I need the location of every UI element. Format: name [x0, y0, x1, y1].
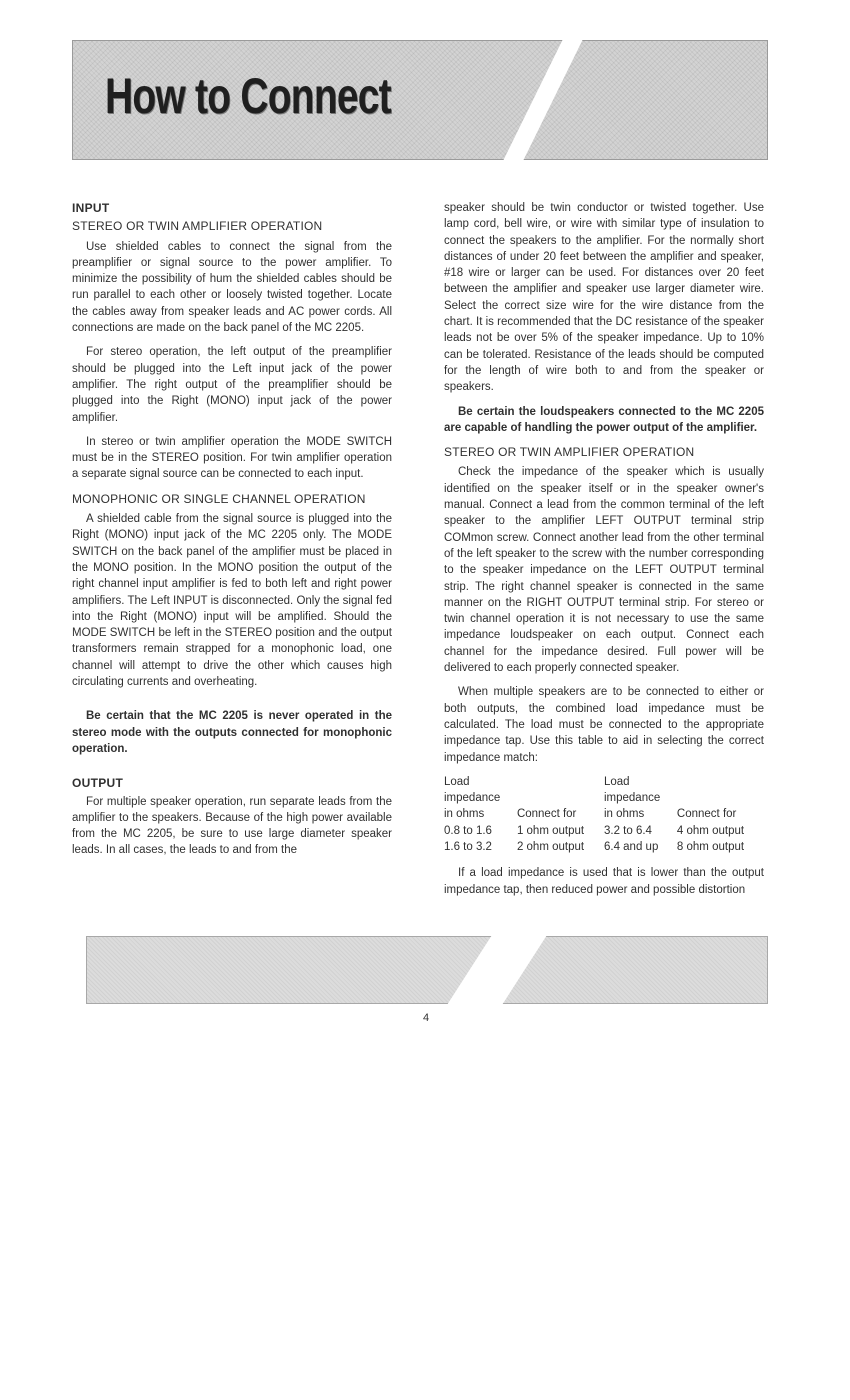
warning-loudspeakers: Be certain the loudspeakers connected to the MC 2205 are capable of handling the power output of the amplifier. [444, 405, 764, 434]
table-cell: 3.2 to 6.4 [603, 824, 652, 837]
mono-operation-subheading: MONOPHONIC OR SINGLE CHANNEL OPERATION [72, 491, 366, 506]
paragraph-stereo-operation: For stereo operation, the left output of the preamplifier should be plugged into the Left input jack of the power amplifier. The right output of the preamplifier should be plugged into the Right (MONO) input jack of the power amplifier. [72, 346, 392, 424]
table-cell: 8 ohm output [676, 840, 745, 853]
table-header-load-b-2: impedance [603, 792, 661, 805]
stereo-operation-subheading-2: STEREO OR TWIN AMPLIFIER OPERATION [444, 445, 695, 460]
footer-banner [86, 936, 768, 1004]
paragraph-lower-impedance: If a load impedance is used that is lower than the output impedance tap, then reduced power and possible distortion [444, 867, 764, 896]
table-cell: 4 ohm output [676, 824, 745, 837]
table-header-load-b-3: in ohms [603, 808, 645, 821]
banner-diagonal-stripe [503, 39, 583, 161]
paragraph-shielded-cables: Use shielded cables to connect the signal from the preamplifier or signal source to the power amplifier. To minimize the possibility of hum the shielded cables should be run parallel to each other or loosely twisted together. Locate the cables away from speaker leads and AC power cords. All connections are made on the back panel of the MC 2205. [72, 240, 392, 335]
right-column [444, 200, 764, 906]
table-cell: 6.4 and up [603, 840, 659, 853]
table-cell: 1.6 to 3.2 [444, 840, 492, 853]
paragraph-mode-switch: In stereo or twin amplifier operation the MODE SWITCH must be in the STEREO position. For twin amplifier operation a separate signal source can be connected to each input. [72, 435, 392, 481]
table-header-load-a-2: impedance [444, 792, 501, 805]
paragraph-impedance-check: Check the impedance of the speaker which is usually identified on the speaker itself or in the speaker owner's manual. Connect a lead from the common terminal of the left speaker to the amplifier LEFT OUTPUT terminal strip COMmon screw. Connect another lead from the other terminal of the left speaker to the screw with the number corresponding to the speaker impedance on the LEFT OUTPUT terminal strip. The right channel speaker is connected in the same manner on the RIGHT OUTPUT terminal strip. For stereo or twin channel operation it is not necessary to use the same impedance loudspeaker on each output. Connect each channel for the impedance desired. Full power will be delivered to each properly connected speaker. [444, 466, 764, 675]
impedance-table [444, 774, 764, 855]
input-heading: INPUT [72, 201, 110, 215]
page-title: How to Connect [105, 68, 391, 124]
table-row [444, 839, 764, 855]
paragraph-mono-operation: A shielded cable from the signal source is plugged into the Right (MONO) input jack of the MC 2205 only. The MODE SWITCH on the back panel of the amplifier must be placed in the MONO position. In the MONO position the output of the right channel input amplifier is fed to both left and right power amplifiers. The Left INPUT is disconnected. Only the signal fed into the Right (MONO) input will be amplified. Should the MODE SWITCH be left in the STEREO position and the output transformers remain strapped for a monophonic load, one channel will attempt to drive the other which causes high circulating currents and overheating. [72, 513, 392, 689]
table-header-connect-b: Connect for [676, 808, 737, 821]
paragraph-speaker-leads: For multiple speaker operation, run separate leads from the amplifier to the speakers. Because of the high power available from the MC 2205, be sure to use large diameter speaker leads. In all cases, the leads to and from the [72, 795, 392, 857]
warning-stereo-mode: Be certain that the MC 2205 is never operated in the stereo mode with the outputs connected for monophonic operation. [72, 710, 392, 755]
table-header-connect-a: Connect for [516, 808, 577, 821]
paragraph-wire-size: speaker should be twin conductor or twisted together. Use lamp cord, bell wire, or wire with similar type of insulation to connect the speakers to the amplifier. For the normally short distances of under 20 feet between the amplifier and speaker, #18 wire or larger can be used. For distances over 20 feet between the amplifier and speaker use larger diameter wire. Select the correct size wire for the wire distance from the chart. It is recommended that the DC resistance of the speaker leads not be over 5% of the speaker impedance. Up to 10% can be tolerated. Resistance of the leads should be computed for the length of wire both to and from the speaker or speakers. [444, 202, 764, 394]
header-banner [72, 40, 768, 160]
table-cell: 0.8 to 1.6 [444, 824, 492, 837]
table-header-load-b-1: Load [603, 775, 630, 788]
output-heading: OUTPUT [72, 776, 124, 791]
footer-diagonal-stripe [447, 935, 547, 1005]
table-row [444, 823, 764, 839]
paragraph-multiple-speakers: When multiple speakers are to be connected to either or both outputs, the combined load impedance must be calculated. The load must be connected to the appropriate impedance tap. Use this table to aid in selecting the correct impedance match: [444, 686, 764, 764]
table-cell: 1 ohm output [516, 824, 585, 837]
table-cell: 2 ohm output [516, 840, 585, 853]
table-header-load-a-3: in ohms [444, 808, 485, 821]
page-number: 4 [422, 1012, 430, 1024]
left-column [72, 200, 392, 867]
stereo-operation-subheading: STEREO OR TWIN AMPLIFIER OPERATION [72, 219, 323, 234]
table-header-load-a-1: Load [444, 775, 470, 788]
